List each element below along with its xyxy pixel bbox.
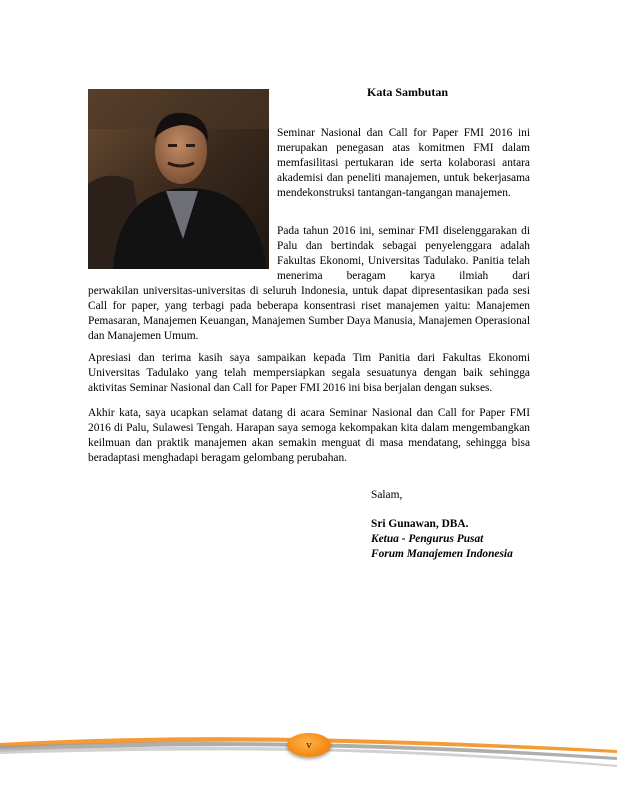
paragraph-closing: Akhir kata, saya ucapkan selamat datang di acara Seminar Nasional dan Call for Paper FMI 2016 di Palu, Sulawesi Tengah. Harapan saya semoga kekompakan kita dalam mengembangkan keilmuan dan praktik manajemen akan semakin menguat di masa mendatang, sehingga bisa beradaptasi menghadapi beragam gelombang perubahan. <box>88 407 530 465</box>
portrait-photo <box>88 89 269 269</box>
page-title: Kata Sambutan <box>367 85 449 99</box>
paragraph-appreciation: Apresiasi dan terima kasih saya sampaikan kepada Tim Panitia dari Fakultas Ekonomi Universitas Tadulako yang telah mempersiapkan segala sesuatunya dengan baik sehingga aktivitas Seminar Nasional dan Call for Paper FMI 2016 ini bisa berjalan dengan sukses. <box>88 352 530 395</box>
signature-name: Sri Gunawan, DBA. <box>371 518 469 530</box>
signature-organization: Forum Manajemen Indonesia <box>371 548 513 560</box>
signature-greeting: Salam, <box>371 489 403 501</box>
paragraph-venue-bottom: perwakilan universitas-universitas di seluruh Indonesia, untuk dapat dipresentasikan pada sesi Call for paper, yang terbagi pada beberapa konsentrasi riset manajemen yaitu: Manajemen Pemasaran, Manajemen Keuangan, Manajemen Sumber Daya Manusia, Manajemen Operasional dan Manajemen Umum. <box>88 285 530 343</box>
page-number-badge: v <box>287 733 331 757</box>
signature-role: Ketua - Pengurus Pusat <box>371 533 484 545</box>
paragraph-venue-top: Pada tahun 2016 ini, seminar FMI diselenggarakan di Palu dan bertindak sebagai penyelenggara adalah Fakultas Ekonomi, Universitas Tadulako. Panitia telah menerima beragam karya ilmiah dari <box>277 225 530 283</box>
paragraph-intro: Seminar Nasional dan Call for Paper FMI 2016 ini merupakan penegasan atas komitmen FMI dalam memfasilitasi pertukaran ide serta kolaborasi antara akademisi dan peneliti manajemen, untuk bekerjasama mendekonstruksi tantangan-tangangan manajemen. <box>277 127 530 200</box>
